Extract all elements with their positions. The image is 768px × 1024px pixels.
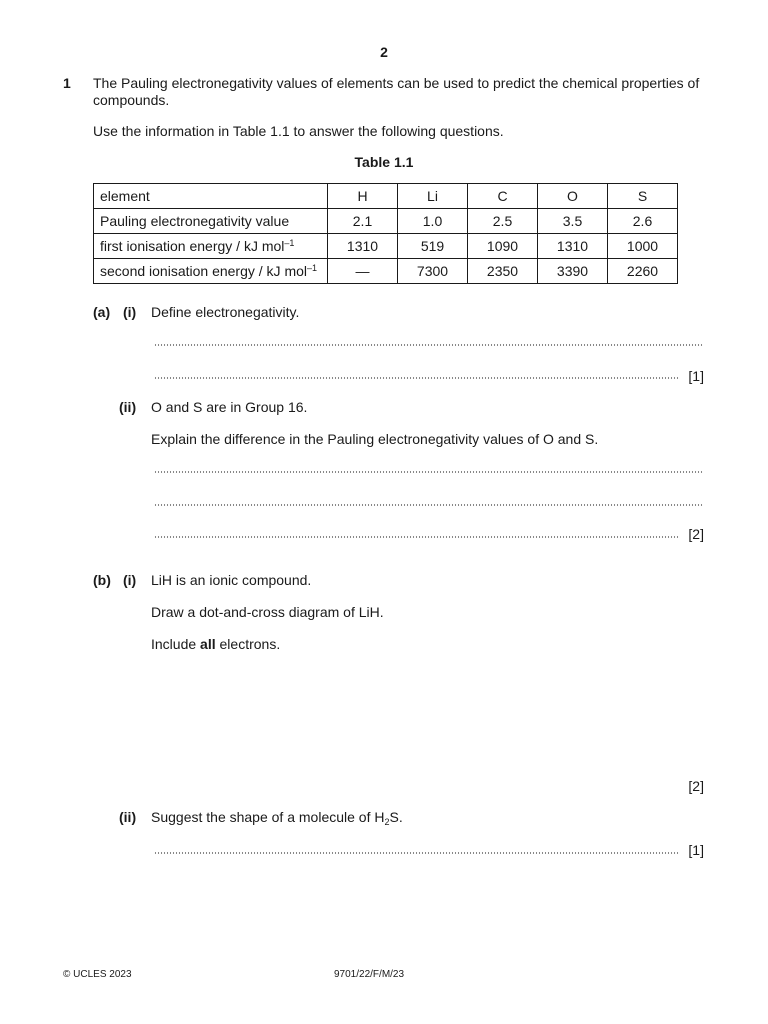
- answer-line[interactable]: [154, 536, 680, 538]
- table-cell: 3390: [538, 259, 608, 284]
- table-row: [94, 209, 678, 234]
- table-header-cell: Li: [398, 184, 468, 209]
- table-cell: 7300: [398, 259, 468, 284]
- part-a-i-label: (i): [123, 304, 137, 320]
- table-header-cell: H: [328, 184, 398, 209]
- include-prefix: Include: [151, 636, 201, 652]
- answer-line[interactable]: [154, 504, 703, 506]
- table-cell: 2.6: [608, 209, 678, 234]
- drawing-area[interactable]: [151, 660, 703, 770]
- table-cell: 3.5: [538, 209, 608, 234]
- table-cell: 1090: [468, 234, 538, 259]
- answer-line[interactable]: [154, 852, 680, 854]
- mark-allocation: [1]: [688, 368, 704, 384]
- row-label-text: second ionisation energy / kJ mol: [100, 263, 307, 279]
- table-header-cell: C: [468, 184, 538, 209]
- table-header-row: [94, 184, 678, 209]
- table-cell: 1310: [538, 234, 608, 259]
- part-b-label: (b): [93, 572, 111, 588]
- include-suffix: electrons.: [215, 636, 281, 652]
- footer-copyright: © UCLES 2023: [63, 969, 132, 980]
- question-text: Suggest the shape of a molecule of H: [151, 809, 385, 825]
- unit-superscript: –1: [307, 263, 318, 273]
- question-instruction: Use the information in Table 1.1 to answer the following questions.: [93, 123, 504, 139]
- table-header-cell: O: [538, 184, 608, 209]
- part-a-ii-question: O and S are in Group 16.: [151, 399, 308, 415]
- table-header-cell: S: [608, 184, 678, 209]
- table-row-label: Pauling electronegativity value: [94, 209, 328, 234]
- table-row-label: [94, 234, 328, 259]
- answer-line[interactable]: [154, 377, 680, 379]
- table-cell: 2350: [468, 259, 538, 284]
- part-a-i-question: Define electronegativity.: [151, 304, 300, 320]
- part-a-label: (a): [93, 304, 111, 320]
- part-b-i-include: [151, 636, 280, 652]
- answer-line[interactable]: [154, 344, 703, 346]
- question-text-end: S.: [389, 809, 403, 825]
- table-caption: Table 1.1: [354, 154, 414, 170]
- footer-paper-code: 9701/22/F/M/23: [334, 969, 405, 980]
- table-row: [94, 259, 678, 284]
- table-cell: 519: [398, 234, 468, 259]
- subscript: 2: [384, 817, 390, 827]
- include-emphasis: all: [200, 636, 216, 652]
- table-cell: 1000: [608, 234, 678, 259]
- unit-superscript: –1: [284, 238, 295, 248]
- mark-allocation: [2]: [688, 526, 704, 542]
- mark-allocation: [1]: [688, 842, 704, 858]
- table-cell: 2.1: [328, 209, 398, 234]
- table-cell: 2.5: [468, 209, 538, 234]
- table-header-label: element: [94, 184, 328, 209]
- part-b-i-question: LiH is an ionic compound.: [151, 572, 312, 588]
- table-cell: 2260: [608, 259, 678, 284]
- part-b-i-label: (i): [123, 572, 137, 588]
- part-a-ii-label: (ii): [119, 399, 137, 415]
- answer-line[interactable]: [154, 471, 703, 473]
- part-a-ii-instruction: Explain the difference in the Pauling electronegativity values of O and S.: [151, 431, 599, 447]
- page-number: 2: [380, 44, 388, 60]
- table-cell: 1310: [328, 234, 398, 259]
- mark-allocation: [2]: [688, 778, 704, 794]
- table-row: [94, 234, 678, 259]
- table-cell: 1.0: [398, 209, 468, 234]
- table-cell: —: [328, 259, 398, 284]
- data-table: [93, 183, 678, 284]
- part-b-ii-question: [151, 809, 403, 825]
- part-b-ii-label: (ii): [119, 809, 137, 825]
- table-row-label: [94, 259, 328, 284]
- question-number: 1: [63, 75, 71, 91]
- part-b-i-instruction: Draw a dot-and-cross diagram of LiH.: [151, 604, 384, 620]
- question-intro: The Pauling electronegativity values of elements can be used to predict the chemical properties of compounds.: [93, 75, 700, 108]
- row-label-text: first ionisation energy / kJ mol: [100, 238, 285, 254]
